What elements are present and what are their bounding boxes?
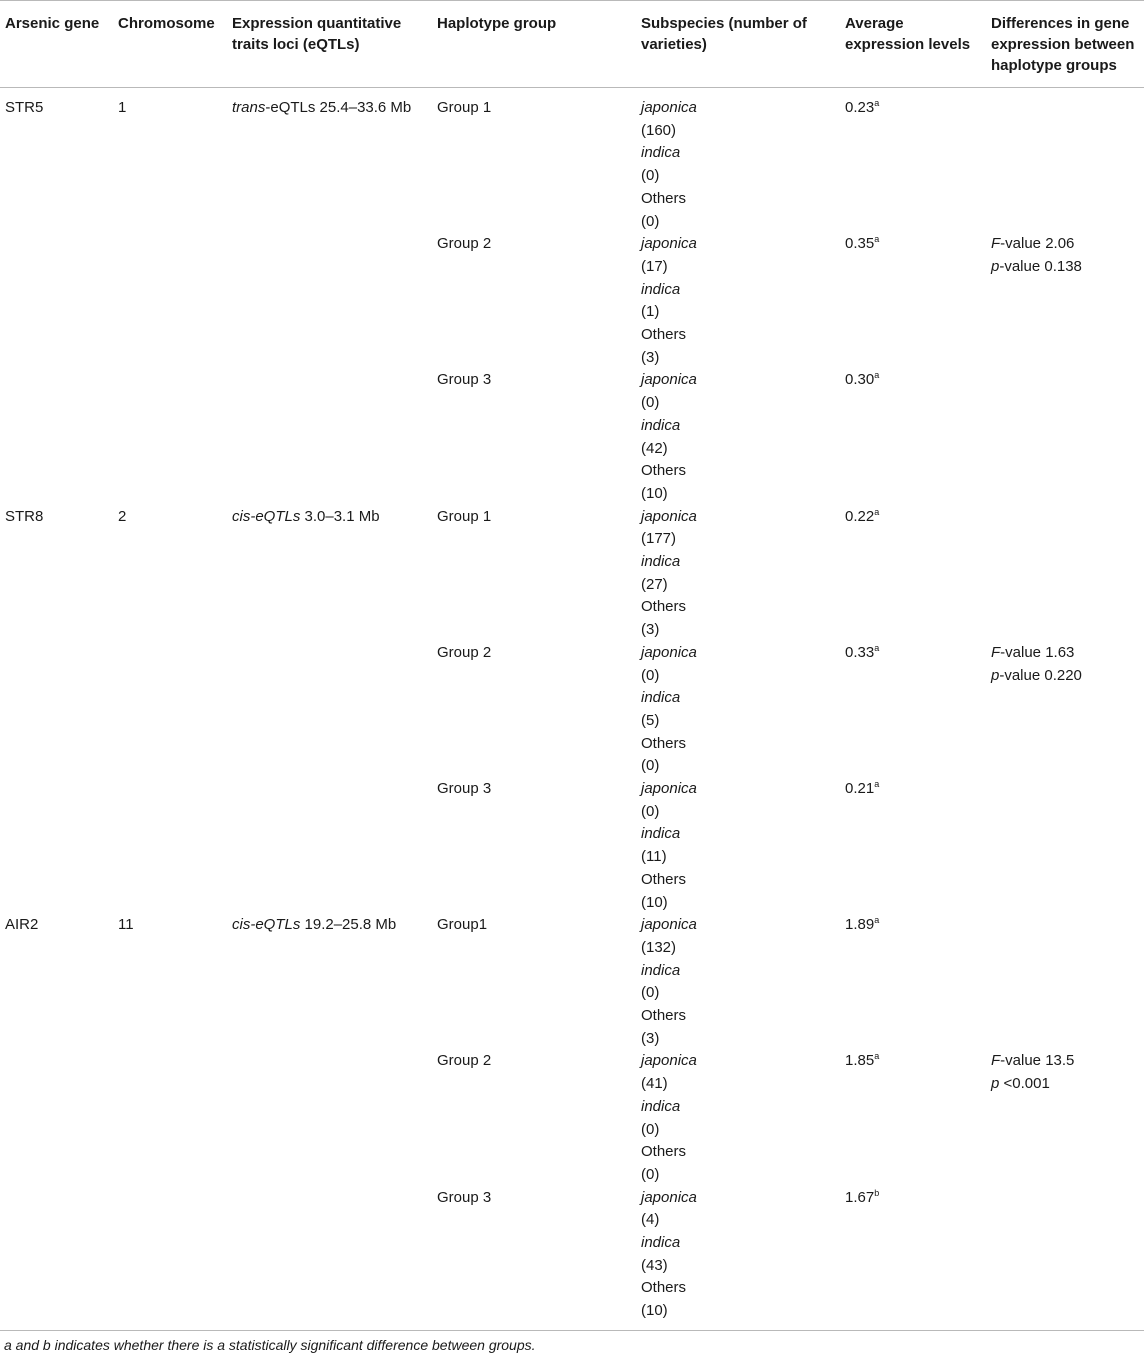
gene-name: STR8 <box>5 507 44 525</box>
header-gene: Arsenic gene <box>5 15 100 32</box>
significance-letter: a <box>874 779 880 789</box>
significance-letter: a <box>874 370 880 381</box>
subspecies-count: (1) <box>641 303 660 321</box>
haplotype-group: Group 3 <box>437 780 492 797</box>
subspecies-label: Others <box>641 1143 687 1161</box>
p-label: p <box>991 1075 1000 1093</box>
avg-value: 1.85 <box>845 1052 875 1070</box>
subspecies-label: japonica <box>641 1188 697 1206</box>
f-value <box>991 642 1074 664</box>
subspecies-label: Others <box>641 1279 687 1297</box>
subspecies-count: (10) <box>641 893 668 911</box>
subspecies-label: japonica <box>641 371 697 389</box>
haplotype-group: Group 2 <box>437 1052 492 1070</box>
avg-value: 1.67 <box>845 1188 875 1206</box>
significance-letter: b <box>874 1187 880 1198</box>
avg-value: 0.30 <box>845 371 875 389</box>
avg-expression <box>845 369 879 391</box>
p-number: <0.001 <box>999 1075 1050 1093</box>
significance-letter: a <box>874 915 880 926</box>
avg-value: 0.23 <box>845 99 875 116</box>
subspecies-label: Others <box>641 462 687 480</box>
subspecies-label: indica <box>641 553 681 570</box>
p-number: -value 0.220 <box>999 666 1082 684</box>
subspecies-label: japonica <box>641 1052 697 1070</box>
haplotype-group: Group1 <box>437 916 488 934</box>
avg-expression <box>845 914 879 936</box>
eqtl-type: cis-eQTLs <box>232 507 301 525</box>
subspecies-count: (160) <box>641 121 677 139</box>
eqtl-range: -eQTLs 25.4–33.6 Mb <box>265 99 412 116</box>
subspecies-count: (3) <box>641 621 660 639</box>
p-label: p <box>991 257 1000 275</box>
subspecies-label: indica <box>641 280 681 298</box>
subspecies-label: indica <box>641 416 681 434</box>
chromosome-value: 2 <box>118 507 127 525</box>
subspecies-count: (0) <box>641 802 660 820</box>
eqtl-value <box>232 914 396 936</box>
haplotype-group: Group 2 <box>437 643 492 661</box>
subspecies-count: (132) <box>641 938 677 956</box>
subspecies-label: Others <box>641 189 687 207</box>
subspecies-label: indica <box>641 1234 681 1251</box>
subspecies-count: (17) <box>641 257 668 275</box>
haplotype-group: Group 2 <box>437 235 492 253</box>
chromosome-value: 11 <box>118 916 134 934</box>
subspecies-count: (10) <box>641 484 668 502</box>
table-header <box>0 0 1144 88</box>
avg-expression <box>845 1187 879 1209</box>
eqtl-range: 19.2–25.8 Mb <box>300 916 397 934</box>
subspecies-label: Others <box>641 734 687 752</box>
subspecies-count: (42) <box>641 439 668 457</box>
p-value <box>991 256 1082 278</box>
subspecies-count: (3) <box>641 1029 660 1047</box>
subspecies-count: (5) <box>641 711 660 729</box>
haplotype-group: Group 1 <box>437 507 492 525</box>
subspecies-count: (0) <box>641 984 660 1002</box>
avg-expression <box>845 97 879 119</box>
f-label: F <box>991 643 1001 661</box>
subspecies-label: Others <box>641 326 687 343</box>
f-number: -value 13.5 <box>1000 1052 1075 1070</box>
avg-value: 1.89 <box>845 916 875 934</box>
gene-name: AIR2 <box>5 916 39 934</box>
table-bottom-rule <box>0 1330 1144 1331</box>
subspecies-label: japonica <box>641 780 697 797</box>
subspecies-count: (41) <box>641 1075 668 1093</box>
header-haplotype: Haplotype group <box>437 15 557 32</box>
subspecies-label: japonica <box>641 643 697 661</box>
f-value <box>991 233 1074 255</box>
significance-letter: a <box>874 642 880 653</box>
subspecies-label: japonica <box>641 507 697 525</box>
subspecies-count: (177) <box>641 530 677 548</box>
subspecies-label: japonica <box>641 99 697 116</box>
f-label: F <box>991 235 1001 253</box>
p-value <box>991 1073 1050 1095</box>
subspecies-label: indica <box>641 961 681 979</box>
avg-expression <box>845 233 879 255</box>
header-subspecies: Subspecies (number of varieties) <box>641 15 807 53</box>
haplotype-group: Group 1 <box>437 99 492 116</box>
avg-expression <box>845 778 879 800</box>
subspecies-label: indica <box>641 144 681 162</box>
eqtl-value <box>232 97 411 119</box>
subspecies-count: (43) <box>641 1256 668 1274</box>
subspecies-count: (0) <box>641 1120 660 1138</box>
header-eqtl: Expression quantitative traits loci (eQTLs) <box>232 15 402 53</box>
avg-value: 0.33 <box>845 643 875 661</box>
subspecies-label: Others <box>641 1007 687 1024</box>
f-value <box>991 1050 1074 1072</box>
f-number: -value 1.63 <box>1000 643 1075 661</box>
subspecies-count: (0) <box>641 757 660 775</box>
subspecies-label: Others <box>641 598 687 616</box>
subspecies-count: (0) <box>641 666 660 684</box>
avg-value: 0.22 <box>845 507 875 525</box>
subspecies-count: (27) <box>641 575 668 593</box>
subspecies-label: indica <box>641 689 681 707</box>
significance-letter: a <box>874 234 880 245</box>
header-chromosome: Chromosome <box>118 15 215 32</box>
p-value <box>991 665 1082 687</box>
subspecies-label: japonica <box>641 916 697 934</box>
table-footnote: a and b indicates whether there is a statistically significant difference between groups. <box>4 1337 536 1353</box>
subspecies-count: (0) <box>641 167 660 185</box>
eqtl-type: cis-eQTLs <box>232 916 301 934</box>
subspecies-count: (0) <box>641 212 660 230</box>
subspecies-count: (10) <box>641 1302 668 1320</box>
header-avg: Average expression levels <box>845 15 971 53</box>
subspecies-count: (3) <box>641 348 660 366</box>
haplotype-group: Group 3 <box>437 371 492 389</box>
f-number: -value 2.06 <box>1000 235 1075 253</box>
chromosome-value: 1 <box>118 99 127 116</box>
subspecies-label: indica <box>641 825 681 843</box>
eqtl-value <box>232 506 380 528</box>
subspecies-count: (4) <box>641 1211 660 1229</box>
f-label: F <box>991 1052 1001 1070</box>
gene-name: STR5 <box>5 99 44 116</box>
avg-value: 0.21 <box>845 780 875 797</box>
subspecies-label: Others <box>641 870 687 888</box>
p-label: p <box>991 666 1000 684</box>
avg-value: 0.35 <box>845 235 875 253</box>
haplotype-group: Group 3 <box>437 1188 492 1206</box>
significance-letter: a <box>874 98 880 108</box>
avg-expression <box>845 506 879 528</box>
significance-letter: a <box>874 1051 880 1062</box>
header-diff: Differences in gene expression between haplotype groups <box>991 15 1135 74</box>
significance-letter: a <box>874 506 880 517</box>
eqtl-range: 3.0–3.1 Mb <box>300 507 380 525</box>
subspecies-count: (0) <box>641 1165 660 1183</box>
avg-expression <box>845 642 879 664</box>
subspecies-count: (11) <box>641 848 667 866</box>
p-number: -value 0.138 <box>999 257 1082 275</box>
avg-expression <box>845 1050 879 1072</box>
eqtl-type: trans <box>232 99 266 116</box>
subspecies-label: indica <box>641 1097 681 1115</box>
subspecies-label: japonica <box>641 235 697 253</box>
subspecies-count: (0) <box>641 394 660 412</box>
